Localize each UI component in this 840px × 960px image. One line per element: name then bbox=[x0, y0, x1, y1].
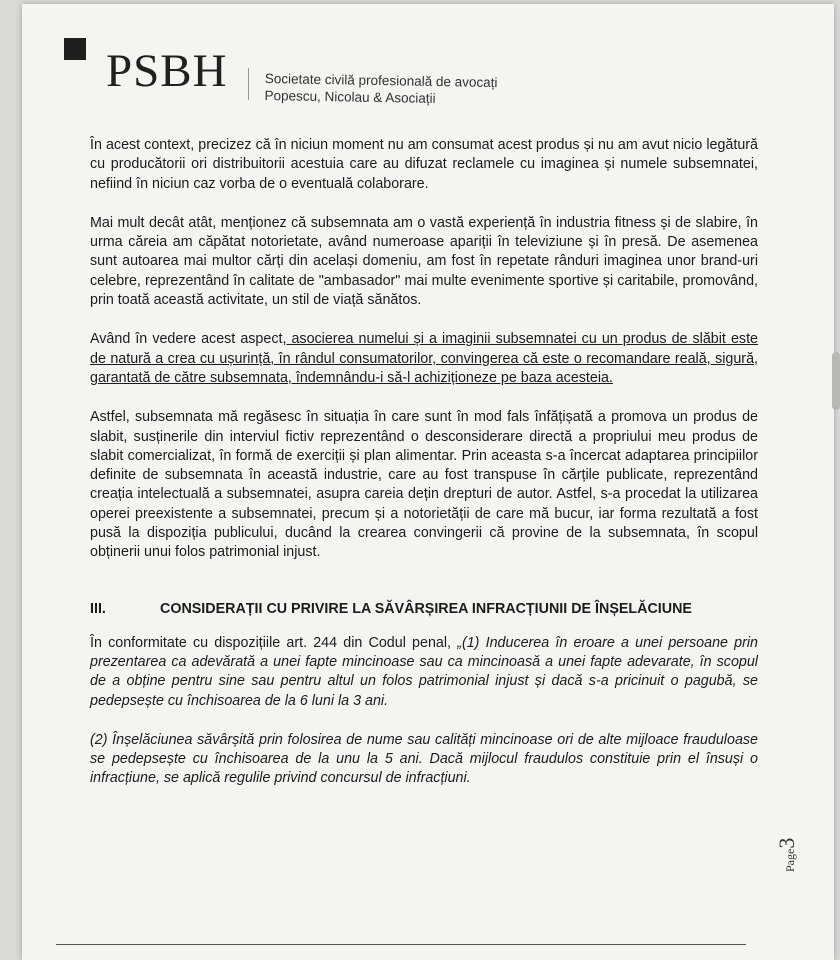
logo-divider bbox=[248, 68, 249, 100]
firm-line-1: Societate civilă profesională de avocați bbox=[264, 70, 498, 91]
section-heading bbox=[90, 599, 758, 620]
law-intro: În conformitate cu dispozițiile art. 244 din Codul penal, bbox=[90, 634, 458, 651]
document-body bbox=[90, 136, 758, 809]
page-number-value: 3 bbox=[774, 837, 799, 849]
law-quote-1: „(1) Inducerea în eroare a unei persoane prin prezentarea ca adevărată a unei fapte mincinoase sau ca mincinoasă a unei fapte adevarate, în scopul de a obține pentru sine sau pentru altul un folos patrimonial injust și dacă s-a pricinuit o pagubă, se pedepsește cu închisoarea de la 6 luni la 3 ani. bbox=[90, 634, 758, 709]
paragraph-1: În acest context, precizez că în niciun moment nu am consumat acest produs și nu am avut nicio legătură cu producătorii ori distribuitorii acestuia care au difuzat reclamele cu imaginea și numele subsemnatei, nefiind în niciun caz vorba de o eventuală colaborare. bbox=[90, 137, 758, 192]
firm-line-2: Popescu, Nicolau & Asociații bbox=[264, 87, 436, 106]
paragraph-3-underlined: asocierea numelui și a imaginii subsemnatei cu un produs de slăbit este de natură a crea cu ușurință, în rândul consumatorilor, convingerea că este o recomandare reală, sigură, garantată de către subsemnata, îndemnându-i să-l achiziționeze pe baza acesteia. bbox=[90, 331, 758, 386]
logo-square-icon bbox=[64, 38, 86, 60]
law-paragraph-2: (2) Înșelăciunea săvârșită prin folosirea de nume sau calități mincinoase ori de alte mijloace frauduloase se pedepsește cu închisoarea de la unu la 5 ani. Dacă mijlocul fraudulos constituie prin el însuși o infracțiune, se aplică regulile privind concursul de infracțiuni. bbox=[90, 731, 758, 787]
paragraph-4: Astfel, subsemnata mă regăsesc în situația în care sunt în mod fals înfățișată a promova un produs de slabit, susținerile din interviul fictiv reprezentând o desconsiderare directă a propriului meu produs de slabit comercializat, în formă de exerciții și plan alimentar. Prin aceasta s-a încercat adaptarea principiilor definite de subsemnata în această industrie, care au fost transpuse în cărțile publicate, reprezentând creația intelectuală a subsemnatei, asupra careia dețin drepturi de autor. Astfel, s-a procedat la utilizarea operei preexistente a subsemnatei, precum și a notorietății de care mă bucur, iar forma rezultată a fost pusă la dispoziția publicului, ducând la crearea convingerii că provine de la subsemnata, în scopul obținerii unui folos patrimonial injust. bbox=[90, 409, 758, 561]
document-page bbox=[22, 4, 834, 960]
paragraph-2: Mai mult decât atât, menționez că subsemnata am o vastă experiență în industria fitness și de slabire, în urma căreia am căpătat notorietate, având numeroase apariții în televiziune și în presă. De asemenea sunt autoarea mai multor cărți din același domeniu, am fost în repetate rânduri imaginea unor brand-uri celebre, reprezentând în calitate de "ambasador" mai multe evenimente sportive și caritabile, promovând, prin toată această activitate, un stil de viață sănătos. bbox=[90, 214, 758, 309]
law-paragraph-1 bbox=[90, 634, 758, 711]
logo: PSBH bbox=[106, 45, 228, 97]
footer-rule bbox=[56, 944, 746, 945]
firm-name bbox=[264, 70, 497, 108]
paragraph-3-lead: Având în vedere acest aspect, bbox=[90, 331, 287, 348]
section-title: CONSIDERAȚII CU PRIVIRE LA SĂVÂRȘIREA INFRACȚIUNII DE ÎNȘELĂCIUNE bbox=[160, 600, 692, 617]
section-number: III. bbox=[90, 600, 106, 617]
paragraph-3 bbox=[90, 330, 758, 388]
page-word: Page bbox=[783, 848, 797, 872]
page-number bbox=[774, 838, 800, 872]
scrollbar-thumb[interactable] bbox=[832, 352, 840, 410]
